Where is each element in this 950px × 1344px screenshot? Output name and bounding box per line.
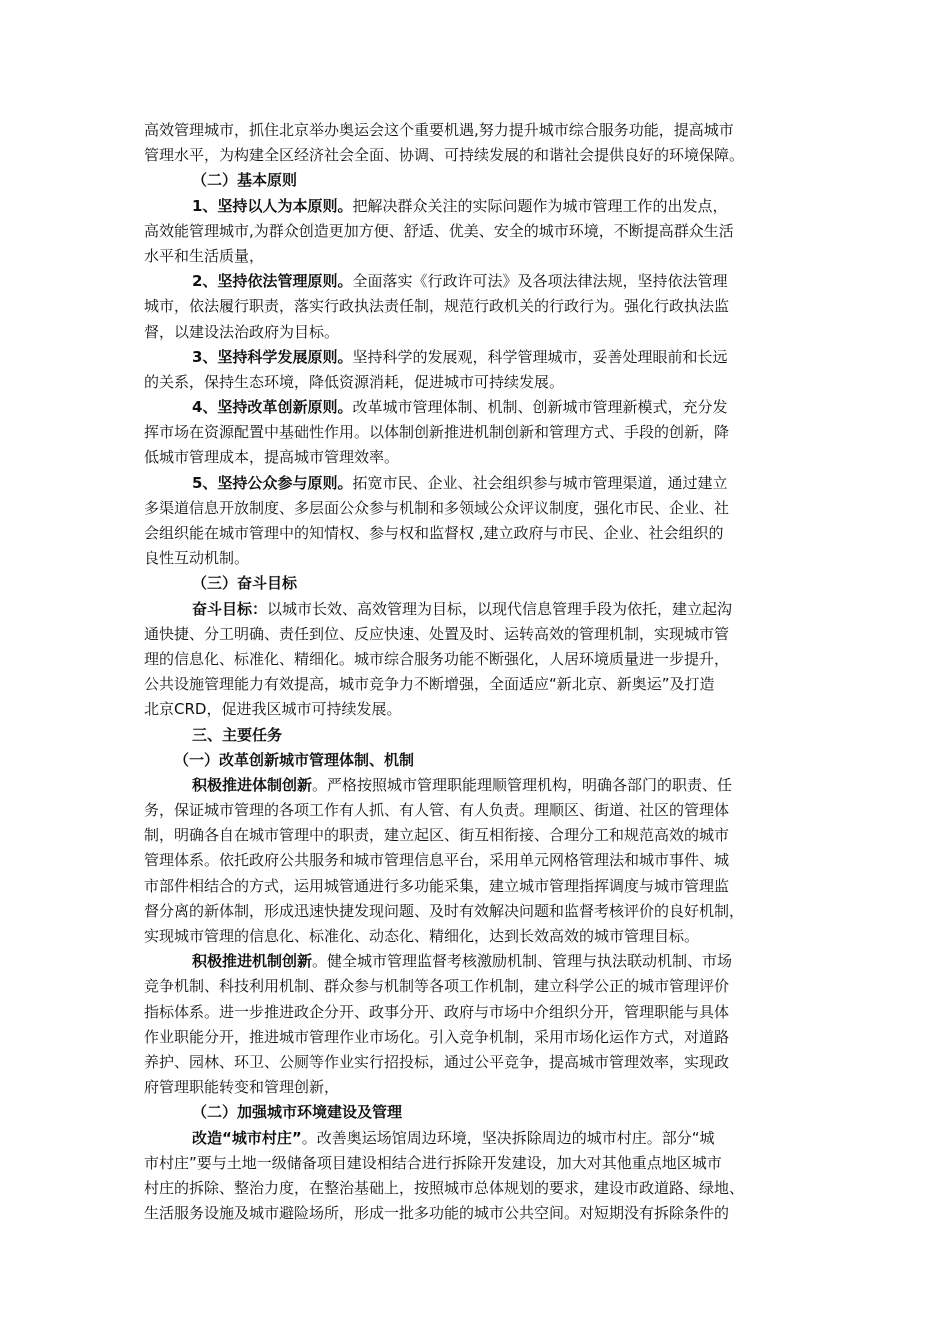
reform-para-2-line: 竞争机制、科技利用机制、群众参与机制等各项工作机制，建立科学公正的城市管理评价 bbox=[144, 977, 730, 996]
principle-2-first-line bbox=[144, 269, 804, 294]
environment-para-1-line: 市村庄”要与土地一级储备项目建设相结合进行拆除开发建设，加大对其他重点地区城市 bbox=[144, 1153, 722, 1172]
reform-para-2-line: 作业职能分开，推进城市管理作业市场化。引入竞争机制，采用市场化运作方式，对道路 bbox=[144, 1027, 730, 1046]
principle-3-lead: 3、坚持科学发展原则。 bbox=[192, 347, 353, 366]
goals-line: 理的信息化、标准化、精细化。城市综合服务功能不断强化，人居环境质量进一步提升， bbox=[144, 649, 730, 668]
section-heading-principles: （二）基本原则 bbox=[192, 171, 298, 190]
principle-1-line: 水平和生活质量， bbox=[144, 246, 265, 265]
principle-4-line: 低城市管理成本，提高城市管理效率。 bbox=[144, 448, 400, 467]
principle-1-text: 把解决群众关注的实际问题作为城市管理工作的出发点， bbox=[352, 196, 728, 215]
subsection-heading-environment: （二）加强城市环境建设及管理 bbox=[192, 1103, 403, 1122]
principle-4-line: 挥市场在资源配置中基础性作用。以体制创新推进机制创新和管理方式、手段的创新，降 bbox=[144, 423, 730, 442]
reform-para-1-line: 管理体系。依托政府公共服务和城市管理信息平台，采用单元网格管理法和城市事件、城 bbox=[144, 851, 730, 870]
environment-para-1-first-line bbox=[144, 1126, 804, 1151]
reform-para-2-line: 养护、园林、环卫、公厕等作业实行招投标，通过公平竞争，提高城市管理效率，实现政 bbox=[144, 1052, 730, 1071]
goals-first-line bbox=[144, 597, 804, 622]
principle-3-line: 的关系，保持生态环境，降低资源消耗，促进城市可持续发展。 bbox=[144, 372, 565, 391]
reform-para-1-line: 市部件相结合的方式，运用城管通进行多功能采集，建立城市管理指挥调度与城市管理监 bbox=[144, 876, 730, 895]
reform-para-2-first-line bbox=[144, 949, 804, 974]
environment-para-1-line: 生活服务设施及城市避险场所，形成一批多功能的城市公共空间。对短期没有拆除条件的 bbox=[144, 1204, 730, 1223]
principle-1-lead: 1、坚持以人为本原则。 bbox=[192, 196, 353, 215]
section-heading-goals: （三）奋斗目标 bbox=[192, 574, 298, 593]
reform-para-1-line: 务，保证城市管理的各项工作有人抓、有人管、有人负责。理顺区、街道、社区的管理体 bbox=[144, 801, 730, 820]
principle-5-first-line bbox=[144, 471, 804, 496]
reform-para-1-lead: 积极推进体制创新 bbox=[192, 775, 313, 794]
reform-para-2-text: 。健全城市管理监督考核激励机制、管理与执法联动机制、市场 bbox=[312, 952, 733, 971]
reform-para-2-lead: 积极推进机制创新 bbox=[192, 952, 313, 971]
intro-line: 高效管理城市，抓住北京举办奥运会这个重要机遇,努力提升城市综合服务功能，提高城市 bbox=[144, 121, 734, 139]
principle-1-line: 高效能管理城市,为群众创造更加方便、舒适、优美、安全的城市环境，不断提高群众生活 bbox=[144, 221, 734, 240]
intro-line: 管理水平，为构建全区经济社会全面、协调、可持续发展的和谐社会提供良好的环境保障。 bbox=[144, 146, 745, 165]
subsection-heading-reform: （一）改革创新城市管理体制、机制 bbox=[174, 750, 415, 769]
principle-4-first-line bbox=[144, 395, 804, 420]
environment-para-1-line: 村庄的拆除、整治力度，在整治基础上，按照城市总体规划的要求，建设市政道路、绿地、 bbox=[144, 1178, 745, 1197]
document-page bbox=[144, 118, 804, 1226]
section-heading-tasks: 三、主要任务 bbox=[192, 725, 283, 744]
principle-2-text: 全面落实《行政许可法》及各项法律法规，坚持依法管理 bbox=[352, 272, 728, 291]
principle-5-line: 良性互动机制。 bbox=[144, 549, 250, 568]
principle-2-lead: 2、坚持依法管理原则。 bbox=[192, 272, 353, 291]
principle-5-line: 多渠道信息开放制度、多层面公众参与机制和多领域公众评议制度，强化市民、企业、社 bbox=[144, 498, 730, 517]
principle-1-first-line bbox=[144, 194, 804, 219]
principle-2-line: 督，以建设法治政府为目标。 bbox=[144, 322, 340, 341]
reform-para-1-line: 实现城市管理的信息化、标准化、动态化、精细化，达到长效高效的城市管理目标。 bbox=[144, 927, 700, 945]
reform-para-2-line: 府管理职能转变和管理创新， bbox=[144, 1078, 340, 1097]
environment-para-1-lead: 改造“城市村庄” bbox=[192, 1128, 302, 1147]
environment-para-1-text: 。改善奥运场馆周边环境，坚决拆除周边的城市村庄。部分“城 bbox=[301, 1128, 715, 1147]
principle-3-text: 坚持科学的发展观，科学管理城市，妥善处理眼前和长远 bbox=[352, 347, 728, 366]
reform-para-2-line: 指标体系。进一步推进政企分开、政事分开、政府与市场中介组织分开，管理职能与具体 bbox=[144, 1002, 730, 1021]
principle-2-line: 城市，依法履行职责，落实行政执法责任制，规范行政机关的行政行为。强化行政执法监 bbox=[144, 297, 730, 316]
goals-line: 北京CRD，促进我区城市可持续发展。 bbox=[144, 700, 402, 719]
goals-line: 通快捷、分工明确、责任到位、反应快速、处置及时、运转高效的管理机制，实现城市管 bbox=[144, 624, 730, 643]
principle-5-text: 拓宽市民、企业、社会组织参与城市管理渠道，通过建立 bbox=[352, 473, 728, 492]
principle-4-text: 改革城市管理体制、机制、创新城市管理新模式，充分发 bbox=[352, 398, 728, 417]
principle-5-lead: 5、坚持公众参与原则。 bbox=[192, 473, 353, 492]
reform-para-1-text: 。严格按照城市管理职能理顺管理机构，明确各部门的职责、任 bbox=[312, 775, 733, 794]
goals-line: 公共设施管理能力有效提高，城市竞争力不断增强，全面适应“新北京、新奥运”及打造 bbox=[144, 675, 715, 694]
reform-para-1-line: 督分离的新体制，形成迅速快捷发现问题、及时有效解决问题和监督考核评价的良好机制， bbox=[144, 901, 745, 920]
goals-text: 以城市长效、高效管理为目标，以现代信息管理手段为依托，建立起沟 bbox=[267, 599, 733, 618]
reform-para-1-first-line bbox=[144, 773, 804, 798]
principle-5-line: 会组织能在城市管理中的知情权、参与权和监督权 ,建立政府与市民、企业、社会组织的 bbox=[144, 524, 724, 542]
reform-para-1-line: 制，明确各自在城市管理中的职责，建立起区、街互相衔接、合理分工和规范高效的城市 bbox=[144, 826, 730, 845]
principle-4-lead: 4、坚持改革创新原则。 bbox=[192, 398, 353, 417]
goals-lead: 奋斗目标： bbox=[192, 599, 268, 618]
principle-3-first-line bbox=[144, 345, 804, 370]
